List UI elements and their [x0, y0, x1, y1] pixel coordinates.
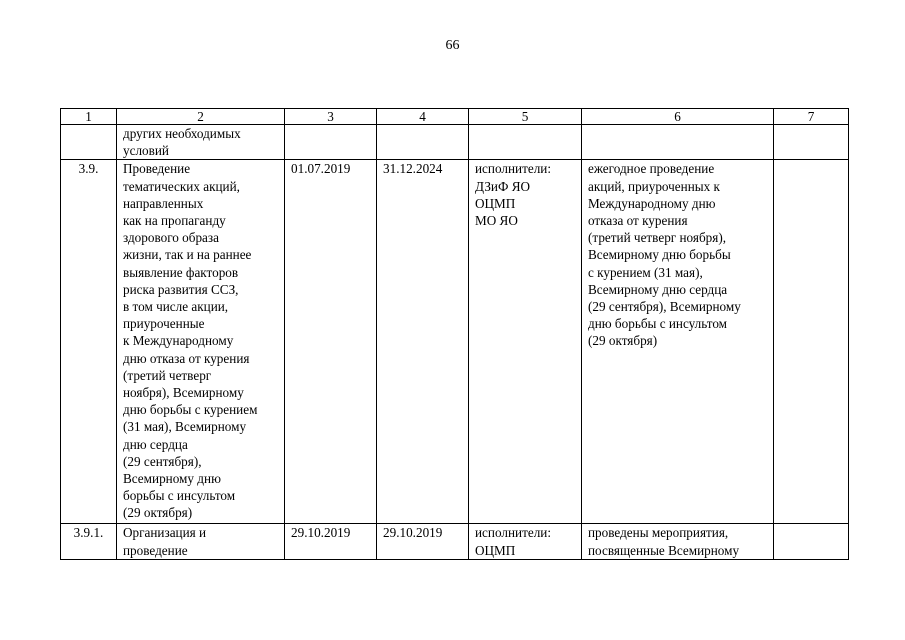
item-number — [61, 125, 117, 160]
plan-table — [60, 108, 849, 560]
column-header: 6 — [582, 109, 774, 125]
table-row — [61, 160, 849, 524]
start-date — [285, 125, 377, 160]
item-number: 3.9. — [61, 160, 117, 524]
start-date: 01.07.2019 — [285, 160, 377, 524]
note — [774, 524, 849, 559]
note — [774, 125, 849, 160]
end-date — [377, 125, 469, 160]
table-row — [61, 524, 849, 559]
note — [774, 160, 849, 524]
executors: исполнители: ДЗиФ ЯО ОЦМП МО ЯО — [469, 160, 582, 524]
item-name: Организация и проведение — [117, 524, 285, 559]
executors — [469, 125, 582, 160]
item-name: других необходимых условий — [117, 125, 285, 160]
item-number: 3.9.1. — [61, 524, 117, 559]
column-header: 4 — [377, 109, 469, 125]
executors: исполнители: ОЦМП — [469, 524, 582, 559]
page-number: 66 — [445, 38, 460, 53]
column-header: 2 — [117, 109, 285, 125]
column-header: 7 — [774, 109, 849, 125]
result — [582, 125, 774, 160]
table-row — [61, 125, 849, 160]
column-header: 5 — [469, 109, 582, 125]
column-header: 1 — [61, 109, 117, 125]
end-date: 31.12.2024 — [377, 160, 469, 524]
column-header: 3 — [285, 109, 377, 125]
end-date: 29.10.2019 — [377, 524, 469, 559]
item-name: Проведение тематических акций, направленных как на пропаганду здорового образа жизни, так и на раннее выявление факторов риска развития ССЗ, в том числе акции, приуроченные к Международному дню отказа от курения (третий четверг ноября), Всемирному дню борьбы с курением (31 мая), Всемирному дню сердца (29 сентября), Всемирному дню борьбы с инсультом (29 октября) — [117, 160, 285, 524]
result: проведены мероприятия, посвященные Всемирному — [582, 524, 774, 559]
start-date: 29.10.2019 — [285, 524, 377, 559]
result: ежегодное проведение акций, приуроченных к Международному дню отказа от курения (третий четверг ноября), Всемирному дню борьбы с курением (31 мая), Всемирному дню сердца (29 сентября), Всемирному дню борьбы с инсультом (29 октября) — [582, 160, 774, 524]
table-header-row — [61, 109, 849, 125]
